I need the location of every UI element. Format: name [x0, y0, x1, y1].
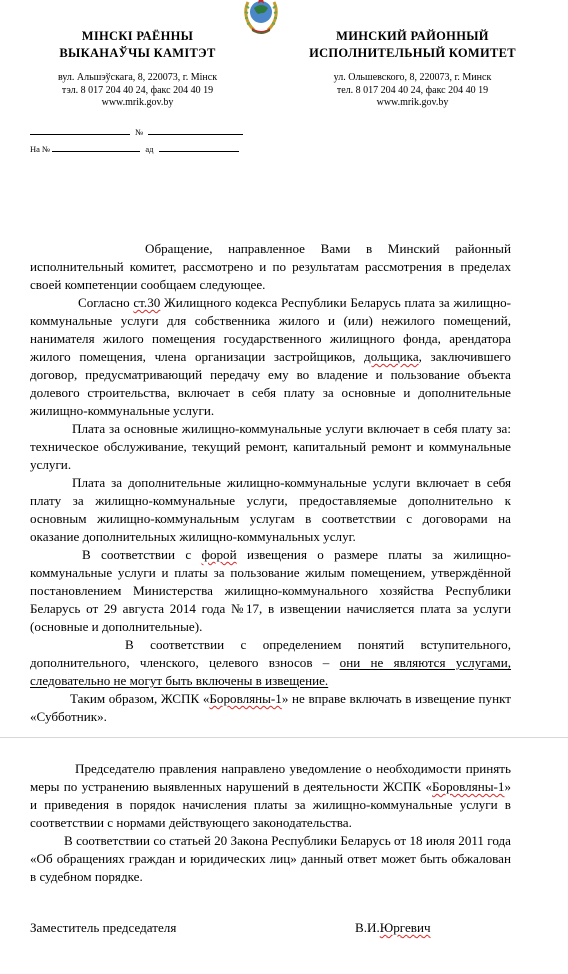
org-name-ru-line1: МИНСКИЙ РАЙОННЫЙ — [336, 29, 489, 43]
letterhead-left — [20, 28, 255, 110]
phone-ru: тел. 8 017 204 40 24, факс 204 40 19 — [336, 84, 489, 96]
text-run: Плата за основные жилищно-коммунальные услуги включает в себя плату за: техническое обслуживание, текущий ремонт, капитальный ремонт и коммунальные услуги. — [30, 421, 511, 472]
org-name-by-line1: МІНСКІ РАЁННЫ — [81, 29, 194, 43]
paragraph-notice-form — [30, 546, 511, 636]
paragraph-notification — [30, 760, 511, 832]
from-label: ад — [145, 144, 154, 154]
flagged-word: ст.30 — [133, 295, 161, 310]
text-run: В соответствии со статьей 20 Закона Республики Беларусь от 18 июля 2011 года «Об обращениях граждан и юридических лиц» данный ответ может быть обжалован в судебном порядке. — [30, 833, 511, 884]
letterhead — [0, 0, 568, 120]
signature-position: Заместитель председателя — [30, 920, 177, 935]
text-run: Председателю правления направлено уведомление о необходимости принять меры по устранению выявленных нарушений в деятельности ЖСПК « — [30, 761, 511, 794]
paragraph-basic-services — [30, 420, 511, 474]
text-run: Плата за дополнительные жилищно-коммунальные услуги включает в себя плату за жилищно-коммунальные услуги, предоставляемые дополнительно к основным жилищно-коммунальным услугам в соответствии с договорами на оказание дополнительных жилищно-коммунальных услуг. — [30, 475, 511, 544]
org-name-by-line2: ВЫКАНАЎЧЫ КАМІТЭТ — [59, 46, 216, 60]
date-blank — [30, 126, 130, 135]
incoming-date-blank — [159, 143, 239, 152]
reference-number-line — [30, 126, 250, 137]
coat-of-arms-icon — [240, 0, 282, 36]
flagged-word: Боровляны-1 — [432, 779, 505, 794]
page-break — [0, 737, 568, 738]
paragraph-conclusion — [30, 690, 511, 726]
paragraph-additional-services — [30, 474, 511, 546]
reference-incoming-line — [30, 143, 250, 154]
paragraph-appeal-right — [30, 832, 511, 886]
number-blank — [148, 126, 243, 135]
flagged-word: Боровляны-1 — [209, 691, 282, 706]
incoming-number-blank — [52, 143, 140, 152]
address-by: вул. Альшэўскага, 8, 220073, г. Мінск — [57, 72, 218, 83]
phone-by: тэл. 8 017 204 40 24, факс 204 40 19 — [61, 84, 214, 96]
flagged-word: дольщика — [364, 349, 419, 364]
address-ru: ул. Ольшевского, 8, 220073, г. Минск — [333, 72, 492, 83]
letterhead-right — [290, 28, 535, 110]
org-name-ru-line2: ИСПОЛНИТЕЛЬНЫЙ КОМИТЕТ — [309, 46, 516, 60]
number-sign: № — [135, 127, 144, 137]
text-run: извещения о размере платы за жилищно-коммунальные услуги и платы за пользование жилым помещением, утверждённой постановлением Министерства жилищно-коммунального хозяйства Республики Беларусь от 29 августа 2014 года №17, в извещении начисляется плата за услуги (основные и дополнительные). — [30, 547, 511, 634]
text-run: Обращение, направленное Вами в Минский районный исполнительный комитет, рассмотрено и по результатам рассмотрения в пределах своей компетенции сообщаем следующее. — [30, 241, 511, 292]
text-run: В соответствии с — [82, 547, 202, 562]
letter-body — [30, 240, 511, 726]
text-run: Согласно — [78, 295, 134, 310]
text-run: » и приведения в порядок начисления платы за жилищно-коммунальные услуги в соответствии с нормами действующего законодательства. — [30, 779, 511, 830]
on-no-label: На № — [30, 144, 51, 154]
underlined-text: они не являются услугами, следовательно не могут быть включены в извещение. — [30, 655, 511, 688]
signature-initials: В.И. — [355, 920, 380, 935]
text-run: Таким образом, ЖСПК « — [70, 691, 210, 706]
signature-surname: Юргевич — [379, 920, 431, 935]
text-run: » не вправе включать в извещение пункт «Субботник». — [30, 691, 511, 724]
text-run: , заключившего договор, предусматривающий передачу ему во владение и пользование объекта долевого строительства, включает в себя плату за основные и дополнительные жилищно-коммунальные услуги. — [30, 349, 511, 418]
paragraph-housing-code — [30, 294, 511, 420]
website-ru: www.mrik.gov.by — [376, 97, 449, 108]
letter-body-continued — [30, 760, 511, 886]
flagged-word: форой — [201, 547, 237, 562]
text-run: Жилищного кодекса Республики Беларусь плата за жилищно-коммунальные услуги для собственника жилого и (или) нежилого помещений, нанимателя жилого помещения государственного жилищного фонда, арендатора жилого помещения, члена организации застройщиков, — [30, 295, 511, 364]
signature-name — [355, 919, 431, 937]
paragraph-intro — [30, 240, 511, 294]
website-by: www.mrik.gov.by — [101, 97, 174, 108]
paragraph-fees-definition — [30, 636, 511, 690]
text-run: В соответствии с определением понятий вступительного, дополнительного, членского, целевого взносов – — [30, 637, 511, 670]
